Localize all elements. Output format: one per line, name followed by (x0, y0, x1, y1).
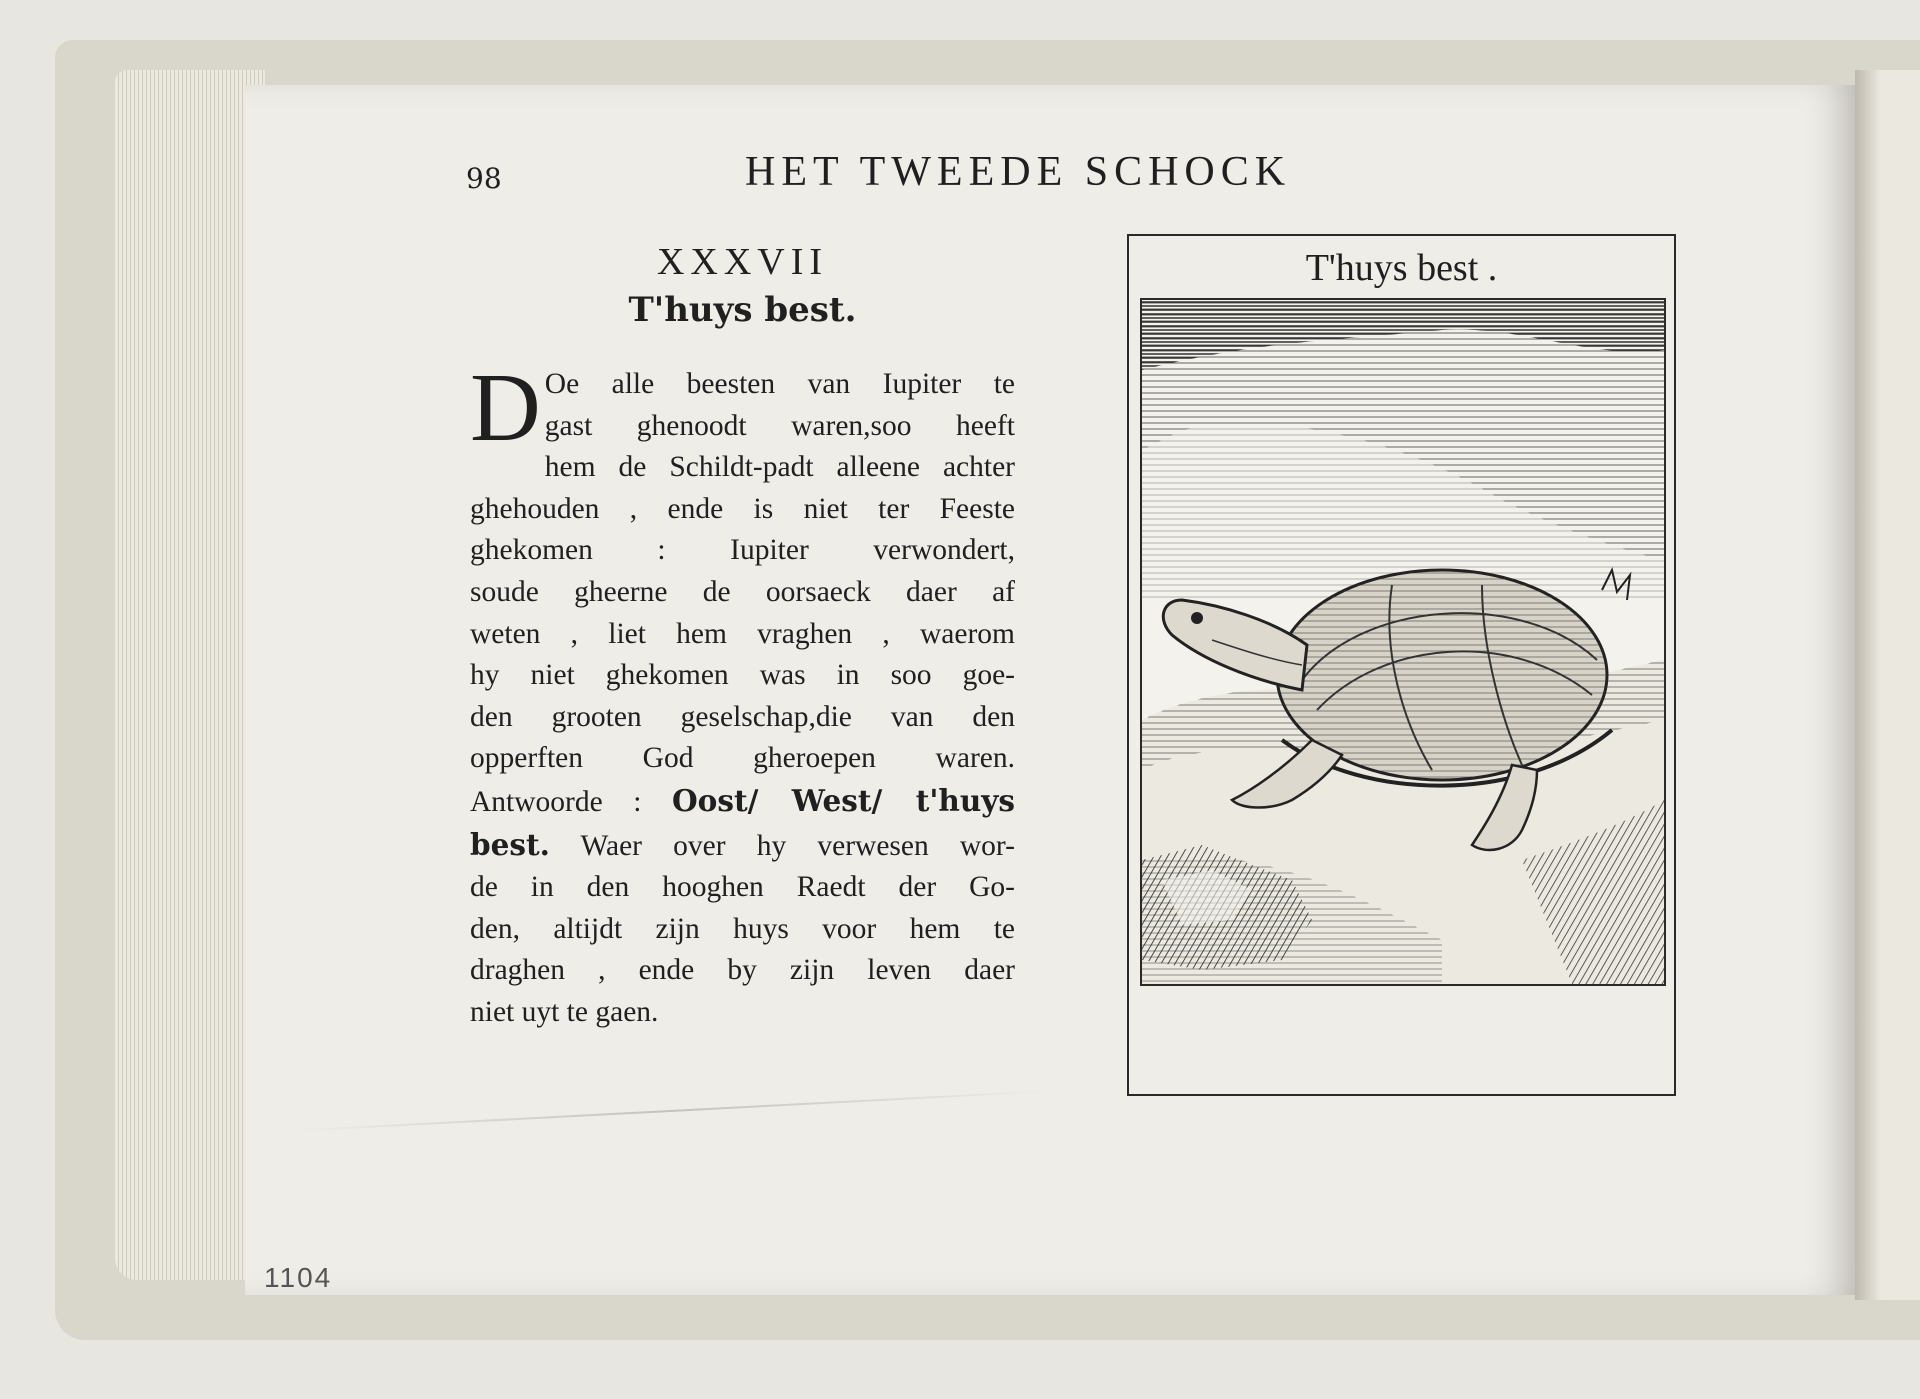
fable-line: draghen , ende by zijn leven daer (470, 954, 1015, 987)
fable-line: soude gheerne de oorsaeck daer af (470, 575, 1015, 608)
shelfmark: 1104 (264, 1262, 333, 1293)
fable-line (470, 824, 1015, 868)
fable-line: niet uyt te gaen. (470, 995, 659, 1028)
fable-line: de in den hooghen Raedt der Go- (470, 871, 1015, 904)
fable-answer-line (470, 780, 1015, 824)
page-number: 98 (466, 162, 502, 195)
fable-line-text: Waer over hy verwesen wor- (580, 829, 1015, 862)
right-page-edge (1855, 70, 1920, 1300)
fable-line: opperften God gheroepen waren. (470, 742, 1015, 775)
fable-line: ghekomen : Iupiter verwondert, (470, 534, 1015, 567)
fable-line: den grooten geselschap,die van den (470, 700, 1015, 733)
running-title: HET TWEEDE SCHOCK (745, 149, 1292, 195)
fable-line: den, altijdt zijn huys voor hem te (470, 912, 1015, 945)
fable-line: Oe alle beesten van Iupiter te (544, 368, 1015, 400)
tortoise-engraving (1140, 298, 1666, 986)
fable-line: hy niet ghekomen was in soo goe- (470, 659, 1015, 692)
fable-line: hem de Schildt-padt alleene achter (544, 451, 1015, 484)
answer-gothic: Oost/ West/ t'huys (671, 782, 1016, 818)
answer-prefix: Antwoorde : (470, 785, 642, 818)
answer-gothic-2: best. (470, 826, 550, 862)
fable-line: weten , liet hem vraghen , waerom (470, 617, 1015, 650)
fable-number: XXXVII (656, 241, 829, 283)
tortoise-illustration (1142, 300, 1664, 984)
plate-caption: T'huys best . (1305, 247, 1498, 289)
fable-title: T'huys best. (628, 290, 857, 330)
fable-line: gast ghenoodt waren,soo heeft (544, 409, 1015, 442)
fable-line: ghehouden , ende is niet ter Feeste (470, 492, 1015, 525)
engraving-plate (1127, 234, 1676, 1096)
fable-body (470, 354, 1016, 1034)
drop-capital: D (470, 354, 541, 462)
page-edges (115, 70, 265, 1280)
fable-text-block (470, 240, 1015, 1034)
